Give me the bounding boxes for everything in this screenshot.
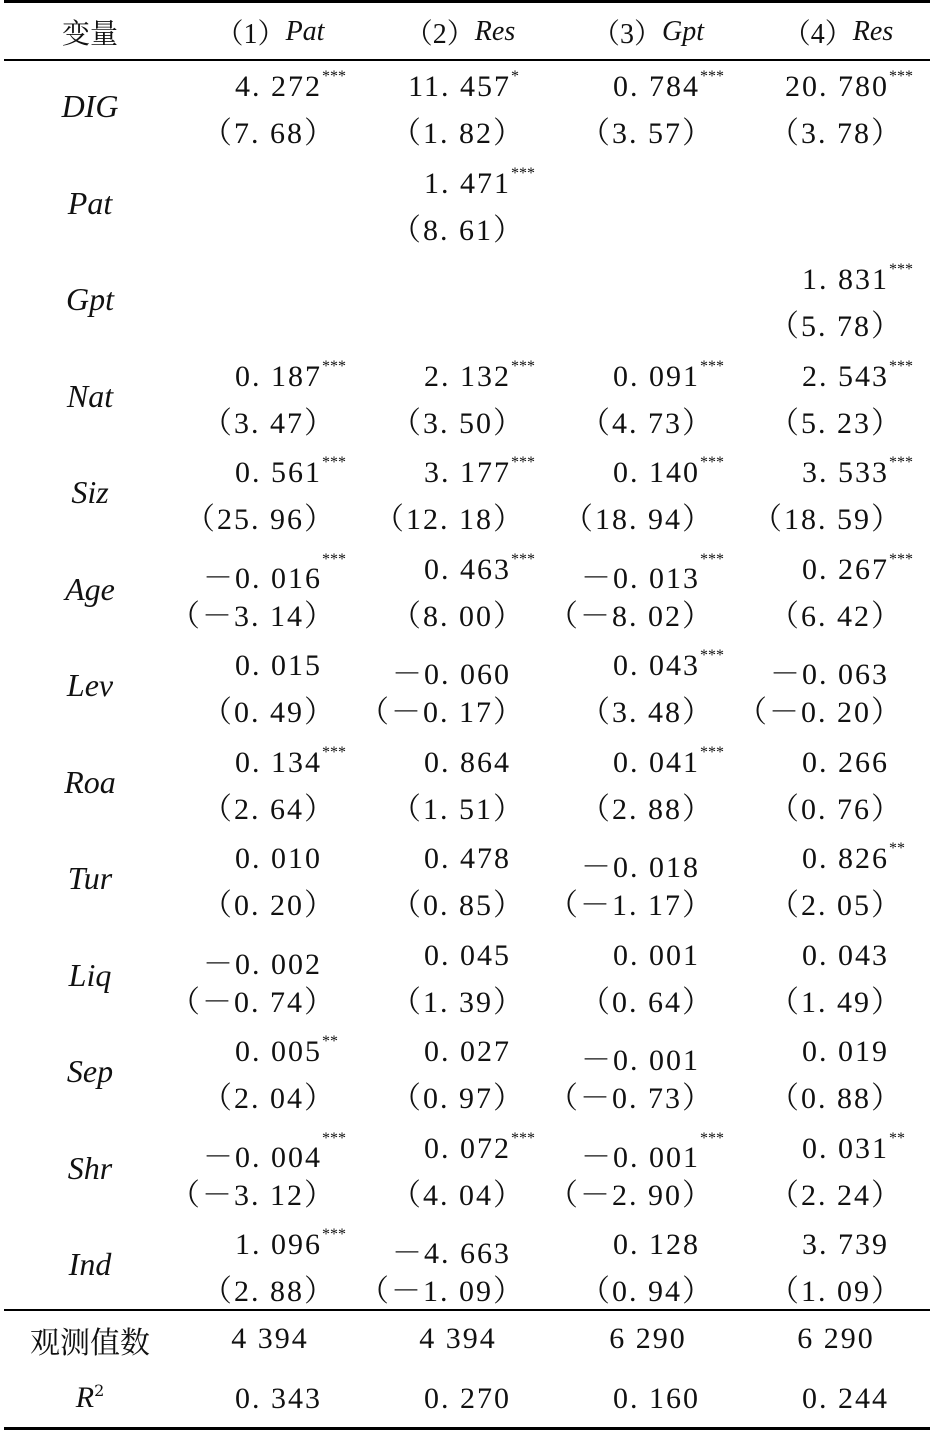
coef-cell: 0. 010 (235, 842, 322, 875)
t-stat-cell: （5. 23） (769, 406, 903, 440)
coef-cell: －0. 060 (392, 658, 511, 691)
coef-cell: －0. 004 *** (203, 1129, 346, 1174)
t-stat-cell: （3. 50） (391, 406, 525, 440)
coef-cell: 11. 457 * (408, 68, 519, 103)
significance-stars: *** (322, 454, 346, 471)
coef-cell: 20. 780 *** (785, 68, 913, 103)
t-stat-cell: （－3. 12） (170, 1178, 336, 1212)
coef-cell: 0. 140 *** (613, 454, 724, 489)
t-stat-cell: （0. 76） (769, 792, 903, 826)
coef-cell: 3. 177 *** (424, 454, 535, 489)
r2-value: 0. 270 (424, 1382, 511, 1415)
obs-value: 6 290 (797, 1322, 875, 1355)
t-stat-cell: （18. 94） (563, 503, 714, 536)
significance-stars: *** (511, 1129, 535, 1147)
coef-cell: 0. 187 *** (235, 357, 346, 393)
coef-cell: 0. 027 (424, 1035, 511, 1068)
significance-stars: *** (889, 454, 913, 471)
t-stat-cell: （2. 24） (769, 1178, 903, 1212)
header-col-number: （4） (782, 19, 853, 50)
r2-value: 0. 343 (235, 1382, 322, 1415)
header-col-number: （2） (404, 19, 475, 50)
coef-cell: 0. 015 (235, 649, 322, 682)
coef-cell: －0. 013 *** (581, 550, 724, 595)
coef-cell: 0. 463 *** (424, 550, 535, 586)
t-stat-cell: （25. 96） (185, 503, 336, 536)
row-label-lev: Lev (66, 667, 114, 703)
coef-cell: 1. 096 *** (235, 1226, 346, 1261)
coef-cell: 0. 043 *** (613, 647, 724, 682)
t-stat-cell: （5. 78） (769, 310, 903, 343)
t-stat-cell: （7. 68） (202, 117, 336, 150)
header-col-4 (748, 8, 928, 56)
row-label-ind: Ind (68, 1246, 112, 1282)
obs-value: 4 394 (419, 1322, 497, 1355)
t-stat-cell: （0. 94） (580, 1275, 714, 1308)
row-label-age: Age (65, 570, 115, 607)
header-variable-label: 变量 (61, 17, 118, 50)
coef-cell: 0. 091 *** (613, 357, 724, 393)
significance-stars: *** (322, 1129, 346, 1147)
t-stat-cell: （12. 18） (374, 503, 525, 536)
coef-cell: 0. 864 (424, 745, 511, 779)
t-stat-cell: （－3. 14） (170, 599, 336, 633)
t-stat-cell: （－1. 17） (548, 889, 714, 922)
coef-cell: －0. 018 (581, 851, 700, 884)
coef-cell: －0. 002 (203, 947, 322, 981)
significance-stars: *** (700, 454, 724, 471)
significance-stars: *** (700, 550, 724, 568)
t-stat-cell: （－0. 17） (359, 696, 525, 729)
row-label-gpt: Gpt (66, 281, 114, 317)
significance-stars: *** (322, 550, 346, 568)
row-label-tur: Tur (67, 860, 113, 896)
t-stat-cell: （3. 48） (580, 696, 714, 729)
t-stat-cell: （2. 64） (202, 792, 336, 826)
t-stat-cell: （3. 57） (580, 117, 714, 150)
row-label-dig: DIG (61, 88, 119, 124)
t-stat-cell: （0. 97） (391, 1082, 525, 1115)
significance-stars: *** (889, 261, 913, 278)
significance-stars: *** (700, 743, 724, 761)
header-col-1 (180, 8, 360, 56)
coef-cell: 0. 045 (424, 938, 511, 972)
r2-superscript: 2 (94, 1381, 105, 1400)
t-stat-cell: （1. 39） (391, 985, 525, 1019)
coef-cell: 0. 072 *** (424, 1129, 535, 1165)
t-stat-cell: （8. 00） (391, 599, 525, 633)
significance-stars: *** (511, 454, 535, 471)
r2-value: 0. 160 (613, 1382, 700, 1415)
obs-label: 观测值数 (30, 1326, 150, 1361)
coef-cell: 0. 041 *** (613, 743, 724, 779)
row-label-shr: Shr (67, 1149, 113, 1186)
t-stat-cell: （0. 64） (580, 985, 714, 1019)
coef-cell: 2. 132 *** (424, 357, 535, 393)
r2-value: 0. 244 (802, 1382, 889, 1415)
significance-stars: *** (889, 68, 913, 85)
coef-cell: －4. 663 (392, 1237, 511, 1270)
coef-cell: －0. 001 (581, 1044, 700, 1077)
coef-cell: 0. 784 *** (613, 68, 724, 103)
t-stat-cell: （－2. 90） (548, 1178, 714, 1212)
coef-cell: 3. 533 *** (802, 454, 913, 489)
header-col-3 (558, 8, 738, 56)
significance-stars: ** (322, 1033, 338, 1050)
row-label-pat: Pat (67, 184, 113, 221)
header-col-number: （3） (591, 19, 662, 50)
significance-stars: *** (511, 164, 535, 182)
r2-symbol: R (75, 1381, 95, 1414)
significance-stars: *** (511, 550, 535, 568)
coef-cell: 2. 543 *** (802, 357, 913, 393)
coef-cell: 0. 478 (424, 842, 511, 875)
bottom-rule (4, 1427, 930, 1430)
coef-cell: 0. 266 (802, 745, 889, 779)
header-col-name: Res (474, 16, 516, 47)
coef-cell: 1. 471 *** (424, 164, 535, 200)
t-stat-cell: （2. 04） (202, 1082, 336, 1115)
significance-stars: *** (889, 357, 913, 375)
coef-cell: －0. 016 *** (203, 550, 346, 595)
significance-stars: *** (700, 357, 724, 375)
significance-stars: *** (511, 357, 535, 375)
obs-value: 4 394 (231, 1322, 309, 1355)
t-stat-cell: （8. 61） (391, 213, 525, 247)
coef-cell: 0. 561 *** (235, 454, 346, 489)
t-stat-cell: （0. 49） (202, 696, 336, 729)
significance-stars: *** (700, 647, 724, 664)
row-label-liq: Liq (68, 956, 112, 993)
r2-label (0, 1380, 180, 1415)
t-stat-cell: （3. 78） (769, 117, 903, 150)
t-stat-cell: （0. 20） (202, 889, 336, 922)
t-stat-cell: （1. 49） (769, 985, 903, 1019)
header-rule (4, 59, 930, 61)
coef-cell: 0. 826 ** (802, 840, 905, 875)
header-col-name: Pat (285, 16, 325, 47)
row-label-nat: Nat (66, 377, 114, 414)
t-stat-cell: （0. 88） (769, 1082, 903, 1115)
row-label-siz: Siz (71, 474, 109, 510)
significance-stars: *** (322, 1226, 346, 1243)
coef-cell: 3. 739 (802, 1228, 889, 1261)
header-col-name: Res (852, 16, 894, 47)
significance-stars: ** (889, 840, 905, 857)
significance-stars: *** (322, 743, 346, 761)
t-stat-cell: （0. 85） (391, 889, 525, 922)
significance-stars: *** (700, 1129, 724, 1147)
coef-cell: －0. 063 (770, 658, 889, 691)
header-col-name: Gpt (662, 16, 704, 47)
header-variable (0, 8, 180, 56)
t-stat-cell: （6. 42） (769, 599, 903, 633)
significance-stars: ** (889, 1129, 905, 1147)
t-stat-cell: （－0. 20） (737, 696, 903, 729)
t-stat-cell: （－0. 73） (548, 1082, 714, 1115)
coef-cell: 0. 134 *** (235, 743, 346, 779)
t-stat-cell: （18. 59） (752, 503, 903, 536)
t-stat-cell: （－1. 09） (359, 1275, 525, 1308)
t-stat-cell: （1. 51） (391, 792, 525, 826)
coef-cell: 0. 019 (802, 1035, 889, 1068)
t-stat-cell: （1. 82） (391, 117, 525, 150)
t-stat-cell: （4. 73） (580, 406, 714, 440)
row-label-roa: Roa (64, 763, 116, 800)
obs-value: 6 290 (609, 1322, 687, 1355)
significance-stars: *** (889, 550, 913, 568)
t-stat-cell: （3. 47） (202, 406, 336, 440)
coef-cell: 0. 043 (802, 938, 889, 972)
header-col-2 (370, 8, 550, 56)
significance-stars: * (511, 68, 519, 85)
coef-cell: 4. 272 *** (235, 68, 346, 103)
t-stat-cell: （2. 88） (202, 1275, 336, 1308)
coef-cell: 0. 128 (613, 1228, 700, 1261)
t-stat-cell: （2. 88） (580, 792, 714, 826)
t-stat-cell: （1. 09） (769, 1275, 903, 1308)
header-col-number: （1） (215, 19, 286, 50)
significance-stars: *** (322, 68, 346, 85)
t-stat-cell: （－8. 02） (548, 599, 714, 633)
coef-cell: 1. 831 *** (802, 261, 913, 296)
t-stat-cell: （2. 05） (769, 889, 903, 922)
significance-stars: *** (322, 357, 346, 375)
coef-cell: 0. 267 *** (802, 550, 913, 586)
significance-stars: *** (700, 68, 724, 85)
t-stat-cell: （4. 04） (391, 1178, 525, 1212)
t-stat-cell: （－0. 74） (170, 985, 336, 1019)
coef-cell: 0. 001 (613, 938, 700, 972)
coef-cell: 0. 031 ** (802, 1129, 905, 1165)
coef-cell: 0. 005 ** (235, 1033, 338, 1068)
row-label-sep: Sep (66, 1053, 114, 1089)
top-rule (4, 0, 930, 3)
coef-cell: －0. 001 *** (581, 1129, 724, 1174)
